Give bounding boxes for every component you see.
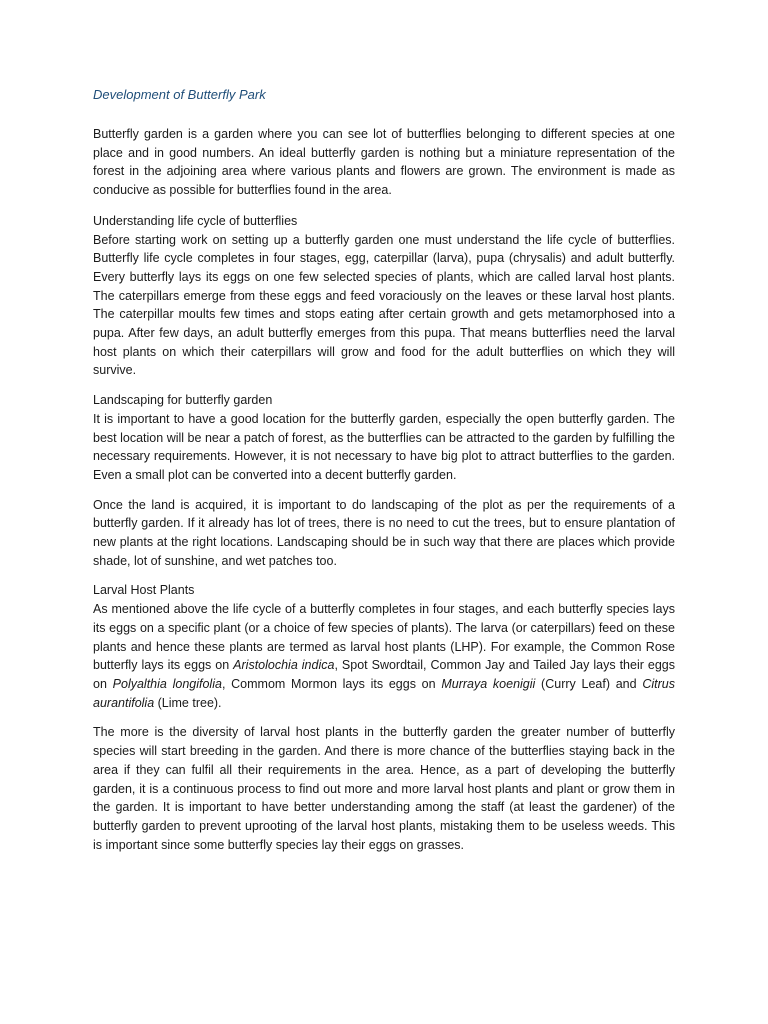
- lhp-text-e: (Lime tree).: [154, 695, 222, 710]
- lhp-text-d: (Curry Leaf) and: [535, 676, 643, 691]
- plant-name-murraya: Murraya koenigii: [441, 676, 536, 691]
- plant-name-citrus: Citrus aurantifolia: [93, 676, 675, 710]
- larval-host-paragraph-2: The more is the diversity of larval host plants in the butterfly garden the greater number of butterfly species will start breeding in the garden. And there is more chance of the butterflies staying back in the area if they can fulfil all their requirements in the area. Hence, as a part of developing the butterfly garden, it is a continuous process to find out more and more larval host plants and plant or grow them in the garden. It is important to have better understanding among the staff (at least the gardener) of the butterfly garden to prevent uprooting of the larval host plants, mistaking them to be useless weeds. This is important since some butterfly species lay their eggs on grasses.: [93, 725, 675, 852]
- section-heading-life-cycle: Understanding life cycle of butterflies: [93, 213, 298, 228]
- plant-name-polyalthia: Polyalthia longifolia: [112, 676, 222, 691]
- intro-paragraph: Butterfly garden is a garden where you can see lot of butterflies belonging to different species at one place and in good numbers. An ideal butterfly garden is nothing but a miniature representation of the forest in the adjoining area where various plants and flowers are grown. The environment is made as conducive as possible for butterflies found in the area.: [93, 127, 675, 198]
- section-body-landscaping: It is important to have a good location for the butterfly garden, especially the open butterfly garden. The best location will be near a patch of forest, as the butterflies can be attracted to the garden by fulfilling the necessary requirements. However, it is not necessary to have big plot to attract butterflies to the garden. Even a small plot can be converted into a decent butterfly garden.: [93, 411, 675, 482]
- plant-name-aristolochia: Aristolochia indica: [233, 658, 335, 673]
- section-life-cycle: [93, 212, 675, 380]
- section-heading-larval-host-plants: Larval Host Plants: [93, 583, 195, 598]
- section-landscaping: [93, 391, 675, 485]
- lhp-text-a: As mentioned above the life cycle of a butterfly completes in four stages, and each butterfly species lays its eggs on a specific plant (or a choice of few species of plants). The larva (or caterpillars) feed on these plants and hence these plants are termed as larval host plants (LHP). For example, the Common Rose butterfly lays its eggs on: [93, 602, 675, 673]
- section-body-life-cycle: Before starting work on setting up a butterfly garden one must understand the life cycle of butterflies. Butterfly life cycle completes in four stages, egg, caterpillar (larva), pupa (chrysalis) and adult butterfly. Every butterfly lays its eggs on one few selected species of plants, which are called larval host plants. The caterpillars emerge from these eggs and feed voraciously on the leaves or these larval host plants. The caterpillar moults few times and stops eating after certain growth and gets metamorphosed into a pupa. After few days, an adult butterfly emerges from this pupa. That means butterflies need the larval host plants on which their caterpillars will grow and food for the adult butterflies on which they will survive.: [93, 232, 675, 378]
- lhp-text-c: , Commom Mormon lays its eggs on: [221, 676, 442, 691]
- lhp-text-b: , Spot Swordtail, Common Jay and Tailed Jay lays their eggs on: [93, 658, 675, 691]
- landscaping-paragraph-2: Once the land is acquired, it is important to do landscaping of the plot as per the requirements of a butterfly garden. If it already has lot of trees, there is no need to cut the trees, but to ensure plantation of new plants at the right locations. Landscaping should be in such way that there are places which provide shade, lot of sunshine, and wet patches too.: [93, 497, 675, 568]
- section-larval-host-plants: [93, 581, 675, 712]
- document-title: Development of Butterfly Park: [93, 87, 266, 102]
- section-heading-landscaping: Landscaping for butterfly garden: [93, 393, 273, 408]
